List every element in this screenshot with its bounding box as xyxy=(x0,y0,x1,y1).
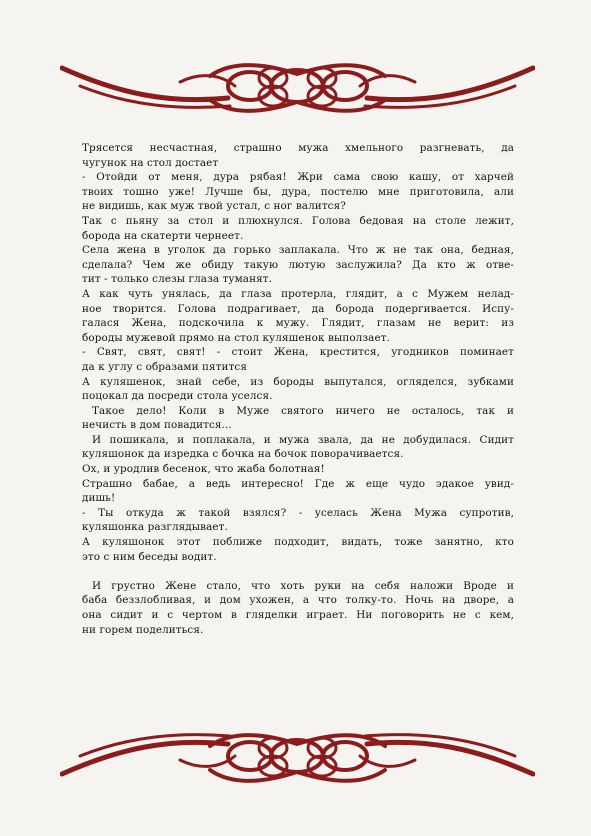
text-line: Села жена в уголок да горько заплакала. Что ж не так она, бедная, xyxy=(82,244,514,257)
text-line: А как чуть унялась, да глаза протерла, глядит, а с Мужем нелад- xyxy=(82,287,514,300)
text-line: бороды мужевой прямо на стол куляшенок выползает. xyxy=(82,331,390,344)
text-line: дишь! xyxy=(82,492,116,505)
text-line: это с ним беседы водит. xyxy=(82,550,217,563)
bottom-ornament xyxy=(60,726,535,786)
text-line: она сидит и с чертом в гляделки играет. Ни поговорить не с кем, xyxy=(82,609,514,621)
text-line: А куляшонок этот поближе подходит, видать, тоже занятно, кто xyxy=(82,536,514,549)
text-line: - Свят, свят, свят! - стоит Жена, крестится, угодников поминает xyxy=(82,346,514,359)
text-line: поцокал да посреди стола уселся. xyxy=(82,390,273,403)
text-line: не видишь, как муж твой устал, с ног валится? xyxy=(82,200,346,213)
text-line: Страшно бабае, а ведь интересно! Где ж еще чудо эдакое увид- xyxy=(82,477,514,490)
text-line: Трясется несчастная, страшно мужа хмельного разгневать, да xyxy=(82,142,514,154)
text-line: ни горем поделиться. xyxy=(82,623,204,636)
text-line: чугунок на стол достает xyxy=(82,156,219,169)
text-line: да к углу с образами пятится xyxy=(82,360,247,373)
text-line: - Отойди от меня, дура рябая! Жри сама свою кашу, от харчей xyxy=(82,171,514,184)
story-text xyxy=(82,141,514,637)
text-line: сделала? Чем же обиду такую лютую заслужила? Да кто ж отве- xyxy=(82,258,514,271)
text-line: И грустно Жене стало, что хоть руки на себя наложи Вроде и xyxy=(92,579,514,592)
text-line: ное творится. Голова подрагивает, да борода подергивается. Испу- xyxy=(82,302,514,315)
text-line: куляшонок да изредка с бочка на бочок поворачивается. xyxy=(82,448,404,461)
text-line: Такое дело! Коли в Муже святого ничего не осталось, так и xyxy=(92,404,514,417)
text-line: Так с пьяну за стол и плюхнулся. Голова бедовая на столе лежит, xyxy=(82,214,514,227)
text-line: И пошикала, и поплакала, и мужа звала, да не добудилася. Сидит xyxy=(92,433,514,446)
text-line: - Ты откуда ж такой взялся? - уселась Жена Мужа супротив, xyxy=(82,506,514,519)
text-line: тит - только слезы глаза туманят. xyxy=(82,273,273,286)
top-ornament xyxy=(60,56,535,116)
text-line: А куляшенок, знай себе, из бороды выпутался, огляделся, зубками xyxy=(82,375,514,388)
text-line: галася Жена, подскочила к мужу. Глядит, глазам не верит: из xyxy=(82,317,514,330)
text-line: Ох, и уродлив бесенок, что жаба болотная! xyxy=(82,463,325,476)
text-line: нечисть в дом повадится... xyxy=(82,419,232,432)
text-line: твоих тошно уже! Лучше бы, дура, постелю мне приготовила, али xyxy=(82,185,514,198)
text-line: куляшонка разглядывает. xyxy=(82,521,228,534)
text-line: борода на скатерти чернеет. xyxy=(82,229,244,242)
text-line: баба беззлобливая, и дом ухожен, а что толку-то. Ночь на дворе, а xyxy=(82,594,514,607)
